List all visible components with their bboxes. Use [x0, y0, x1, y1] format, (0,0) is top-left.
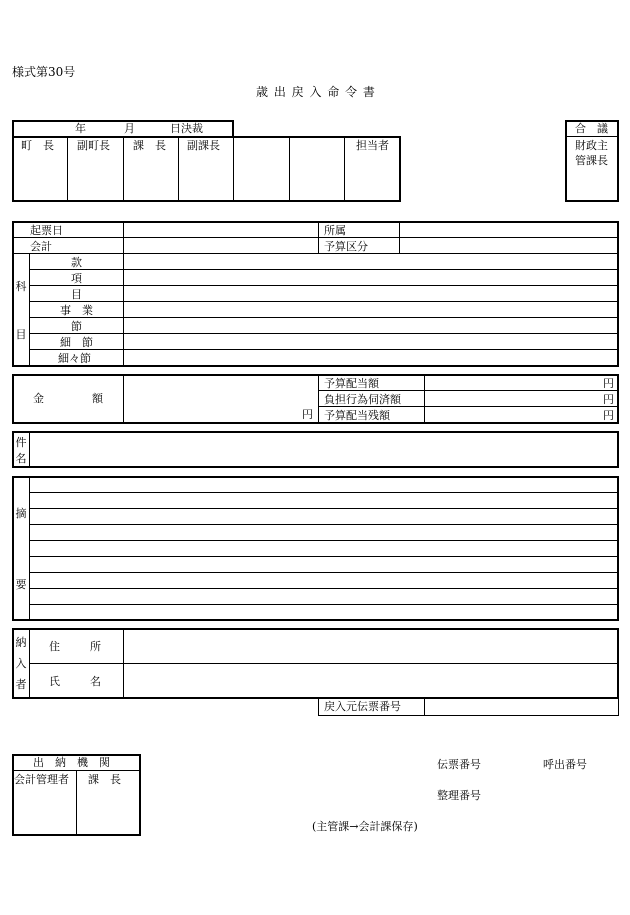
payer-group-label-2: 入: [15, 657, 27, 670]
consultation-header: 合 議: [575, 122, 608, 135]
amount-label-left: 金: [33, 392, 44, 405]
storage-note: (主管課→会計課保存): [312, 820, 418, 833]
role-section-chief: 課 長: [133, 139, 166, 152]
consultation-role-line1: 財政主: [575, 139, 608, 152]
slip-number-label: 伝票番号: [437, 758, 481, 771]
treasury-role-section-chief: 課 長: [88, 773, 121, 786]
budget-remaining-label: 予算配当残額: [324, 409, 390, 422]
subject-item-saisetsu: 細 節: [60, 336, 93, 349]
ref-number-label: 整理番号: [437, 789, 481, 802]
treasury-role-accounting-manager: 会計管理者: [14, 773, 69, 786]
address-label-left: 住: [49, 640, 60, 653]
subject-item-kan: 款: [71, 256, 82, 269]
draft-date-label: 起票日: [30, 224, 63, 237]
amount-label-right: 額: [92, 392, 103, 405]
accounting-label: 会計: [30, 240, 52, 253]
amount-box: [12, 374, 619, 424]
subject-item-setsu: 節: [71, 320, 82, 333]
consultation-role-line2: 管課長: [575, 154, 608, 167]
name-label-left: 氏: [49, 675, 60, 688]
budget-allocated-label: 予算配当額: [324, 377, 379, 390]
burden-approved-yen: 円: [603, 393, 614, 406]
subject-item-saisaisetsu: 細々節: [58, 352, 91, 365]
department-label: 所属: [324, 224, 346, 237]
subject-label-line1: 件: [15, 436, 27, 449]
call-number-label: 呼出番号: [543, 758, 587, 771]
subject-item-kou: 項: [71, 272, 82, 285]
budget-allocated-yen: 円: [603, 377, 614, 390]
budget-remaining-yen: 円: [603, 409, 614, 422]
decision-year-label: 年: [75, 122, 86, 135]
payer-group-label-1: 納: [15, 636, 27, 649]
payer-group-label-3: 者: [15, 678, 27, 691]
summary-label-line2: 要: [15, 578, 27, 591]
burden-approved-label: 負担行為伺済額: [324, 393, 401, 406]
account-info-box: [12, 221, 619, 367]
subject-box: [12, 431, 619, 468]
role-mayor: 町 長: [21, 139, 54, 152]
subject-item-moku: 目: [71, 288, 82, 301]
role-staff-in-charge: 担当者: [356, 139, 389, 152]
form-number: 様式第30号: [12, 65, 76, 79]
summary-label-line1: 摘: [15, 507, 27, 520]
decision-month-label: 月: [124, 122, 135, 135]
subject-label-line2: 名: [15, 452, 27, 465]
budget-category-label: 予算区分: [324, 240, 368, 253]
amount-yen-unit: 円: [302, 408, 313, 421]
decision-day-label: 日決裁: [170, 122, 203, 135]
address-label-right: 所: [90, 640, 101, 653]
subject-group-label-bottom: 目: [15, 328, 27, 341]
name-label-right: 名: [90, 675, 101, 688]
document-title: 歳 出 戻 入 命 令 書: [256, 85, 376, 99]
original-slip-label: 戻入元伝票番号: [324, 700, 401, 713]
subject-group-label-top: 科: [15, 280, 27, 293]
treasury-header: 出 納 機 関: [33, 756, 110, 769]
role-deputy-mayor: 副町長: [77, 139, 110, 152]
summary-box: [12, 476, 619, 621]
subject-item-project: 事 業: [60, 304, 93, 317]
role-deputy-section-chief: 副課長: [187, 139, 220, 152]
